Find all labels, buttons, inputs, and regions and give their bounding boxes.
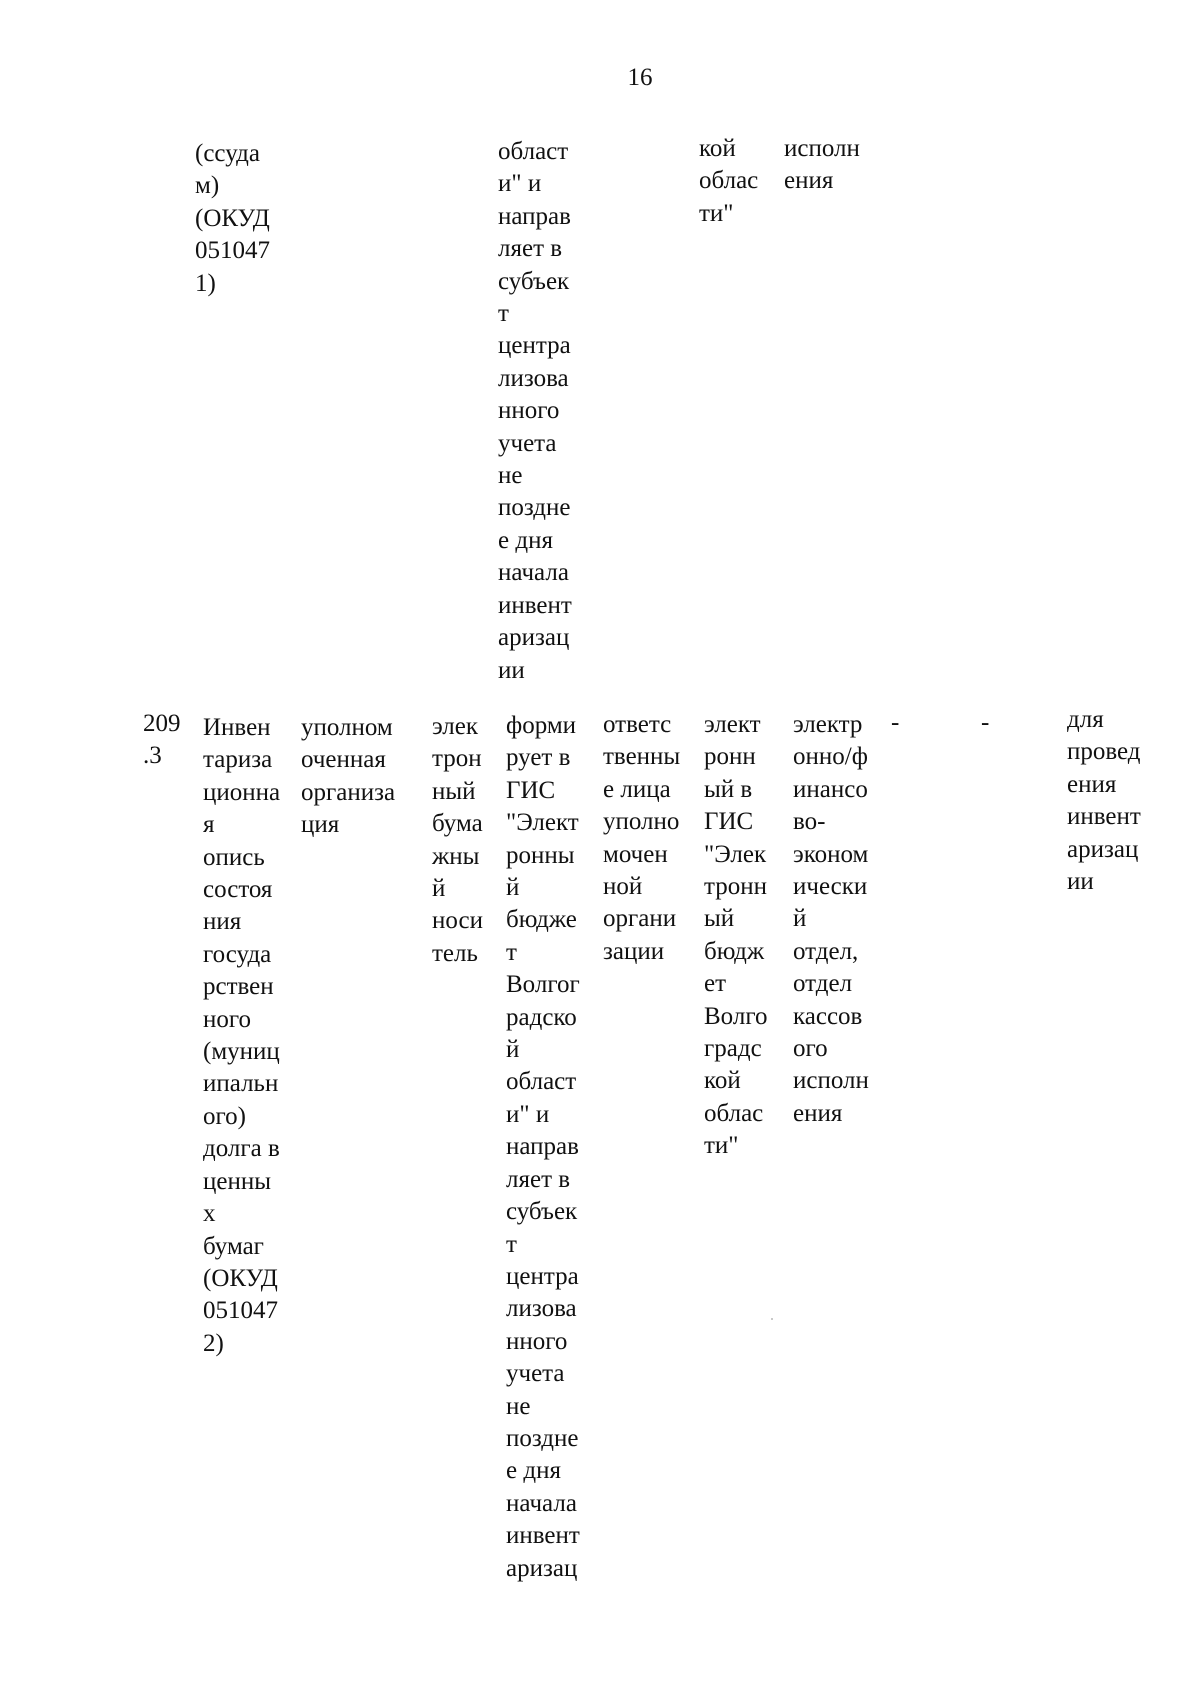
cell-line: бюдж	[704, 937, 765, 965]
cell-line: электр	[793, 711, 863, 738]
cell-line: облас	[699, 167, 759, 195]
cell-line: ляет в	[506, 1165, 571, 1193]
cell-line: рует в	[506, 744, 571, 772]
continuation-procedure-cell	[498, 136, 572, 687]
cell-line: бума	[432, 810, 483, 838]
cell-line: инвент	[506, 1522, 580, 1550]
cell-line: оченная	[301, 746, 386, 774]
cell-line: тариза	[203, 746, 273, 774]
cell-line: ически	[793, 873, 868, 901]
cell-line: Инвен	[203, 714, 271, 741]
cell-line: направ	[506, 1133, 579, 1161]
cell-line: для	[1067, 706, 1104, 733]
cell-line: долга в	[203, 1135, 280, 1163]
cell-line: состоя	[203, 876, 273, 904]
cell-line: провед	[1067, 738, 1141, 766]
format-cell	[432, 711, 483, 970]
cell-line: област	[506, 1068, 577, 1096]
cell-line: учета	[506, 1360, 565, 1388]
cell-line: ого)	[203, 1102, 246, 1130]
cell-line: й	[506, 1036, 520, 1064]
purpose-cell	[1067, 704, 1141, 898]
cell-line: ронн	[704, 743, 756, 771]
cell-line: ный	[432, 777, 476, 805]
cell-line: ии	[498, 656, 525, 684]
continuation-system-cell	[699, 133, 758, 230]
cell-line: ипальн	[203, 1070, 279, 1098]
cell-line: тель	[432, 939, 478, 967]
cell-line: ронны	[506, 841, 575, 869]
cell-line: нного	[506, 1327, 568, 1355]
cell-line: ответс	[603, 711, 672, 738]
cell-line: начала	[498, 559, 569, 587]
cell-line: органи	[603, 905, 677, 933]
author-cell	[301, 712, 395, 842]
procedure-cell	[506, 710, 580, 1585]
cell-line: ения	[1067, 770, 1117, 798]
cell-line: инансо	[793, 775, 868, 803]
cell-line: не	[506, 1392, 531, 1420]
cell-line: начала	[506, 1489, 577, 1517]
cell-line: 209	[143, 710, 181, 737]
row-number-cell	[143, 708, 181, 773]
cell-line: опись	[203, 843, 265, 871]
cell-line: х	[203, 1200, 216, 1228]
cell-line: й	[793, 905, 807, 933]
cell-line: исполн	[784, 135, 860, 162]
cell-line: не	[498, 462, 523, 490]
cell-line: и" и	[498, 170, 542, 198]
cell-line: ной	[603, 873, 643, 901]
cell-line: радско	[506, 1003, 577, 1031]
cell-line: ния	[203, 908, 242, 936]
cell-line: е дня	[498, 526, 553, 554]
page-number: 16	[627, 64, 653, 91]
cell-line: ии	[1067, 868, 1094, 896]
cell-line: е дня	[506, 1457, 561, 1485]
scan-speck	[771, 1318, 773, 1320]
cell-line: й	[506, 874, 520, 902]
dash-cell-1: -	[891, 709, 900, 736]
cell-line: ения	[784, 167, 834, 195]
continuation-document-name-cell	[195, 138, 270, 300]
cell-line: ения	[793, 1099, 843, 1127]
cell-line: т	[506, 938, 517, 966]
cell-line: е лица	[603, 775, 671, 803]
cell-line: бумаг	[203, 1232, 264, 1260]
cell-line: ти"	[699, 199, 734, 227]
cell-line: аризац	[498, 624, 570, 652]
cell-line: ти"	[704, 1132, 739, 1160]
cell-line: жны	[432, 842, 480, 870]
cell-line: ценны	[203, 1167, 272, 1195]
cell-line: организа	[301, 778, 396, 806]
cell-line: 1)	[195, 269, 216, 297]
cell-line: облас	[704, 1099, 764, 1127]
cell-line: "Элек	[704, 840, 767, 868]
cell-line: .3	[143, 742, 162, 770]
cell-line: уполном	[301, 714, 393, 741]
cell-line: (ссуда	[195, 140, 260, 167]
cell-line: трон	[432, 745, 482, 773]
continuation-recipient-cell	[784, 133, 860, 198]
cell-line: 2)	[203, 1329, 224, 1357]
cell-line: учета	[498, 429, 557, 457]
cell-line: (ОКУД	[203, 1264, 278, 1292]
cell-line: кассов	[793, 1002, 863, 1030]
cell-line: и" и	[506, 1100, 550, 1128]
cell-line: т	[498, 300, 509, 328]
cell-line: м)	[195, 172, 220, 200]
cell-line: ного	[203, 1005, 252, 1033]
cell-line: градс	[704, 1035, 762, 1063]
cell-line: рствен	[203, 973, 274, 1001]
cell-line: я	[203, 811, 215, 839]
cell-line: бюдже	[506, 906, 577, 934]
cell-line: кой	[704, 1067, 741, 1095]
cell-line: твенны	[603, 743, 681, 771]
cell-line: ция	[301, 811, 340, 839]
cell-line: элек	[432, 713, 478, 740]
cell-line: ет	[704, 970, 727, 998]
cell-line: мочен	[603, 840, 668, 868]
cell-line: (ОКУД	[195, 204, 270, 232]
cell-line: "Элект	[506, 809, 579, 837]
cell-line: тронн	[704, 873, 767, 901]
cell-line: поздне	[498, 494, 571, 522]
cell-line: област	[498, 138, 569, 165]
cell-line: носи	[432, 907, 483, 935]
cell-line: ый в	[704, 775, 753, 803]
cell-line: форми	[506, 712, 577, 739]
cell-line: й	[432, 875, 446, 903]
cell-line: инвент	[498, 591, 572, 619]
cell-line: госуда	[203, 940, 272, 968]
cell-line: лизова	[498, 364, 569, 392]
cell-line: кой	[699, 135, 736, 162]
cell-line: ционна	[203, 778, 281, 806]
cell-line: элект	[704, 711, 761, 738]
cell-line: нного	[498, 397, 560, 425]
cell-line: центра	[498, 332, 571, 360]
cell-line: зации	[603, 937, 665, 965]
cell-line: инвент	[1067, 803, 1141, 831]
cell-line: 051047	[203, 1297, 278, 1325]
cell-line: исполн	[793, 1067, 869, 1095]
dash-cell-2: -	[981, 709, 990, 736]
cell-line: отдел	[793, 970, 853, 998]
cell-line: поздне	[506, 1424, 579, 1452]
cell-line: во-	[793, 808, 826, 836]
cell-line: аризац	[1067, 835, 1139, 863]
cell-line: Волго	[704, 1002, 768, 1030]
cell-line: аризац	[506, 1554, 578, 1582]
cell-line: 051047	[195, 237, 270, 265]
cell-line: онно/ф	[793, 743, 868, 771]
cell-line: лизова	[506, 1295, 577, 1323]
cell-line: т	[506, 1230, 517, 1258]
responsible-cell	[603, 709, 680, 968]
cell-line: эконом	[793, 840, 869, 868]
recipient-cell	[793, 709, 869, 1130]
cell-line: ГИС	[704, 808, 754, 836]
system-cell	[704, 709, 767, 1163]
cell-line: Волгог	[506, 971, 580, 999]
cell-line: (муниц	[203, 1038, 280, 1066]
cell-line: ого	[793, 1035, 828, 1063]
cell-line: субъек	[506, 1198, 578, 1226]
cell-line: ляет в	[498, 235, 563, 263]
cell-line: субъек	[498, 267, 570, 295]
cell-line: отдел,	[793, 937, 859, 965]
cell-line: направ	[498, 202, 571, 230]
cell-line: уполно	[603, 808, 680, 836]
cell-line: ГИС	[506, 776, 556, 804]
document-name-cell	[203, 712, 280, 1360]
cell-line: центра	[506, 1262, 579, 1290]
cell-line: ый	[704, 905, 735, 933]
